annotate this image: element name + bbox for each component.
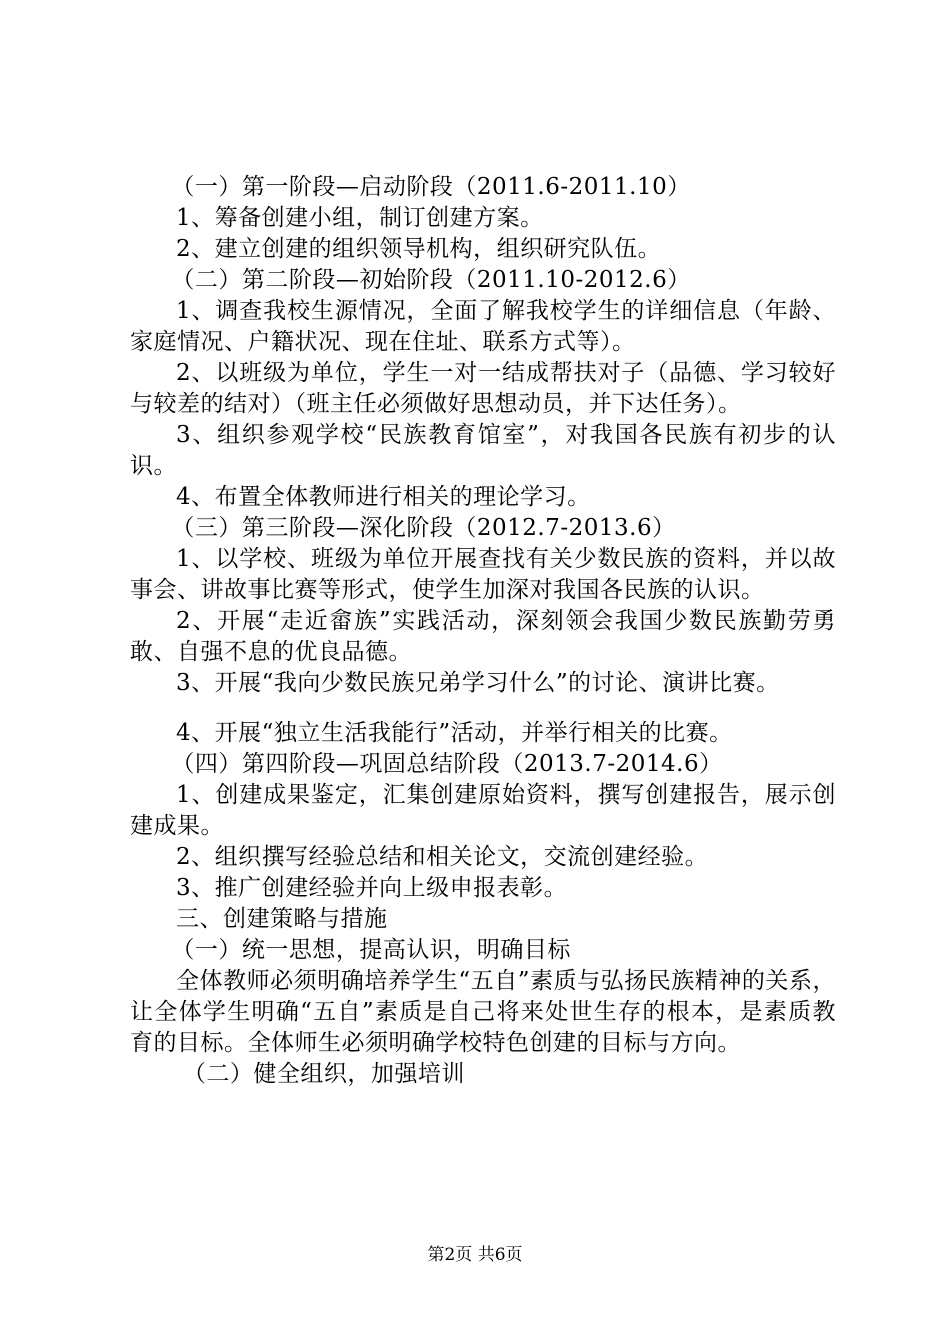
list-item: 2、组织撰写经验总结和相关论文，交流创建经验。 <box>176 844 709 870</box>
list-item: 2、建立创建的组织领导机构，组织研究队伍。 <box>176 236 662 262</box>
list-item: 1、筹备创建小组，制订创建方案。 <box>176 205 544 231</box>
list-item: 1、创建成果鉴定，汇集创建原始资料，撰写创建报告，展示创建成果。 <box>130 782 836 839</box>
chapter-heading: 三、创建策略与措施 <box>176 906 388 932</box>
section-heading: （三）第三阶段—深化阶段（2012.7-2013.6） <box>171 515 676 541</box>
list-item: 3、推广创建经验并向上级申报表彰。 <box>176 875 568 901</box>
list-item: 1、以学校、班级为单位开展查找有关少数民族的资料，并以故事会、讲故事比赛等形式，使学生加深对我国各民族的认识。 <box>130 546 836 603</box>
body-paragraph: 全体教师必须明确培养学生“五自”素质与弘扬民族精神的关系，让全体学生明确“五自”素质是自己将来处世生存的根本，是素质教育的目标。全体师生必须明确学校特色创建的目标与方向。 <box>130 968 836 1056</box>
section-heading: （二）第二阶段—初始阶段（2011.10-2012.6） <box>171 267 691 293</box>
list-item: 4、布置全体教师进行相关的理论学习。 <box>176 484 591 510</box>
list-item: 3、组织参观学校“民族教育馆室”，对我国各民族有初步的认识。 <box>130 422 836 479</box>
list-item: 1、调查我校生源情况，全面了解我校学生的详细信息（年龄、家庭情况、户籍状况、现在住址、联系方式等）。 <box>130 298 836 355</box>
spacer <box>130 699 836 718</box>
section-heading: （一）统一思想，提高认识，明确目标 <box>171 937 571 963</box>
document-body <box>130 172 836 1090</box>
list-item: 4、开展“独立生活我能行”活动，并举行相关的比赛。 <box>176 720 733 746</box>
section-heading: （四）第四阶段—巩固总结阶段（2013.7-2014.6） <box>171 751 723 777</box>
list-item: 2、开展“走近畲族”实践活动，深刻领会我国少数民族勤劳勇敢、自强不息的优良品德。 <box>130 608 836 665</box>
list-item: 2、以班级为单位，学生一对一结成帮扶对子（品德、学习较好与较差的结对）（班主任必须做好思想动员，并下达任务）。 <box>130 360 836 417</box>
page-footer: 第2页 共6页 <box>427 1245 523 1265</box>
section-heading: （一）第一阶段—启动阶段（2011.6-2011.10） <box>171 174 691 200</box>
section-heading: （二）健全组织，加强培训 <box>182 1061 465 1087</box>
list-item: 3、开展“我向少数民族兄弟学习什么”的讨论、演讲比赛。 <box>176 670 780 696</box>
